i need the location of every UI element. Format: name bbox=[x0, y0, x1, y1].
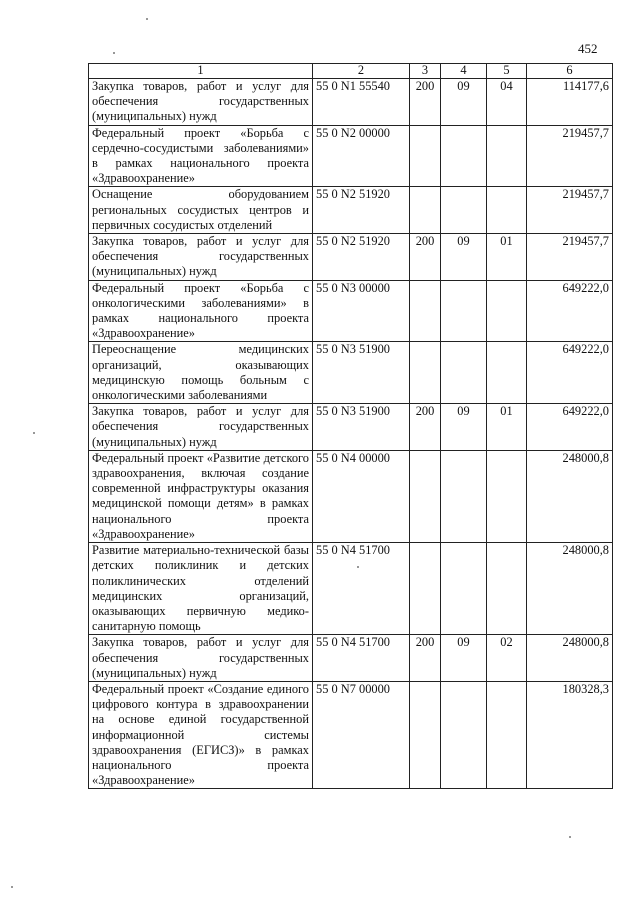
row-sum-cell: 219457,7 bbox=[527, 125, 613, 187]
row-vr-cell: 04 bbox=[487, 79, 527, 126]
row-pr-cell bbox=[441, 543, 487, 635]
row-vr-cell bbox=[487, 125, 527, 187]
row-name-cell: Оснащение оборудованием региональных сосудистых центров и первичных сосудистых отделений bbox=[89, 187, 313, 234]
row-name-cell: Закупка товаров, работ и услуг для обеспечения государственных (муниципальных) нужд bbox=[89, 234, 313, 281]
row-code-cell: 55 0 N4 51700 bbox=[313, 543, 410, 635]
row-sum-cell: 180328,3 bbox=[527, 681, 613, 788]
row-sum-cell: 649222,0 bbox=[527, 404, 613, 451]
budget-table bbox=[88, 63, 613, 789]
table-row bbox=[89, 543, 613, 635]
row-pr-cell: 09 bbox=[441, 404, 487, 451]
row-vr-cell: 02 bbox=[487, 635, 527, 682]
header-col-2: 2 bbox=[313, 64, 410, 79]
row-code-cell: 55 0 N4 00000 bbox=[313, 450, 410, 542]
row-rz-cell bbox=[410, 125, 441, 187]
row-sum-cell: 219457,7 bbox=[527, 234, 613, 281]
row-vr-cell bbox=[487, 681, 527, 788]
row-pr-cell: 09 bbox=[441, 635, 487, 682]
scan-speck bbox=[146, 18, 148, 20]
row-rz-cell bbox=[410, 187, 441, 234]
table-row bbox=[89, 342, 613, 404]
table-row bbox=[89, 280, 613, 342]
header-col-1: 1 bbox=[89, 64, 313, 79]
row-sum-cell: 248000,8 bbox=[527, 450, 613, 542]
table-row bbox=[89, 79, 613, 126]
row-code-cell: 55 0 N1 55540 bbox=[313, 79, 410, 126]
page-number: 452 bbox=[578, 41, 598, 56]
row-vr-cell bbox=[487, 187, 527, 234]
table-body bbox=[89, 79, 613, 789]
row-code-cell: 55 0 N3 51900 bbox=[313, 404, 410, 451]
header-row bbox=[89, 64, 613, 79]
row-rz-cell bbox=[410, 280, 441, 342]
table-header bbox=[89, 64, 613, 79]
table-row bbox=[89, 450, 613, 542]
scan-speck bbox=[569, 836, 571, 838]
table-row bbox=[89, 125, 613, 187]
row-code-cell: 55 0 N7 00000 bbox=[313, 681, 410, 788]
row-code-cell: 55 0 N2 51920 bbox=[313, 234, 410, 281]
row-code-cell: 55 0 N2 51920 bbox=[313, 187, 410, 234]
row-name-cell: Развитие материально-технической базы детских поликлиник и детских поликлинических отделений медицинских организаций, оказывающих первичную медико-санитарную помощь bbox=[89, 543, 313, 635]
header-col-4: 4 bbox=[441, 64, 487, 79]
scan-speck bbox=[11, 886, 13, 888]
row-sum-cell: 248000,8 bbox=[527, 543, 613, 635]
row-name-cell: Федеральный проект «Развитие детского здравоохранения, включая создание современной инфраструктуры оказания медицинской помощи детям» в рамках национального проекта «Здравоохранение» bbox=[89, 450, 313, 542]
row-vr-cell bbox=[487, 342, 527, 404]
row-vr-cell: 01 bbox=[487, 404, 527, 451]
row-rz-cell bbox=[410, 543, 441, 635]
row-pr-cell: 09 bbox=[441, 79, 487, 126]
row-sum-cell: 649222,0 bbox=[527, 280, 613, 342]
row-code-cell: 55 0 N2 00000 bbox=[313, 125, 410, 187]
row-pr-cell: 09 bbox=[441, 234, 487, 281]
table-row bbox=[89, 404, 613, 451]
row-pr-cell bbox=[441, 187, 487, 234]
row-pr-cell bbox=[441, 681, 487, 788]
header-col-5: 5 bbox=[487, 64, 527, 79]
row-pr-cell bbox=[441, 450, 487, 542]
row-vr-cell bbox=[487, 450, 527, 542]
row-code-cell: 55 0 N3 00000 bbox=[313, 280, 410, 342]
row-pr-cell bbox=[441, 280, 487, 342]
scan-speck bbox=[33, 432, 35, 434]
row-code-cell: 55 0 N4 51700 bbox=[313, 635, 410, 682]
row-name-cell: Переоснащение медицинских организаций, оказывающих медицинскую помощь больным с онкологическими заболеваниями bbox=[89, 342, 313, 404]
row-rz-cell bbox=[410, 342, 441, 404]
scan-speck bbox=[113, 52, 115, 54]
row-code-cell: 55 0 N3 51900 bbox=[313, 342, 410, 404]
table-row bbox=[89, 635, 613, 682]
row-name-cell: Закупка товаров, работ и услуг для обеспечения государственных (муниципальных) нужд bbox=[89, 635, 313, 682]
row-name-cell: Федеральный проект «Борьба с онкологическими заболеваниями» в рамках национального проекта «Здравоохранение» bbox=[89, 280, 313, 342]
row-vr-cell bbox=[487, 543, 527, 635]
row-name-cell: Федеральный проект «Создание единого цифрового контура в здравоохранении на основе единой государственной информационной системы здравоохранения (ЕГИСЗ)» в рамках национального проекта «Здравоохранение» bbox=[89, 681, 313, 788]
row-sum-cell: 649222,0 bbox=[527, 342, 613, 404]
table-row bbox=[89, 187, 613, 234]
row-pr-cell bbox=[441, 125, 487, 187]
row-sum-cell: 114177,6 bbox=[527, 79, 613, 126]
row-rz-cell bbox=[410, 450, 441, 542]
table-row bbox=[89, 681, 613, 788]
scan-speck bbox=[357, 566, 359, 568]
row-vr-cell: 01 bbox=[487, 234, 527, 281]
row-rz-cell: 200 bbox=[410, 404, 441, 451]
row-name-cell: Закупка товаров, работ и услуг для обеспечения государственных (муниципальных) нужд bbox=[89, 404, 313, 451]
header-col-3: 3 bbox=[410, 64, 441, 79]
row-rz-cell: 200 bbox=[410, 234, 441, 281]
row-rz-cell bbox=[410, 681, 441, 788]
row-sum-cell: 219457,7 bbox=[527, 187, 613, 234]
row-pr-cell bbox=[441, 342, 487, 404]
table-row bbox=[89, 234, 613, 281]
row-name-cell: Федеральный проект «Борьба с сердечно-сосудистыми заболеваниями» в рамках национального проекта «Здравоохранение» bbox=[89, 125, 313, 187]
row-rz-cell: 200 bbox=[410, 635, 441, 682]
row-name-cell: Закупка товаров, работ и услуг для обеспечения государственных (муниципальных) нужд bbox=[89, 79, 313, 126]
header-col-6: 6 bbox=[527, 64, 613, 79]
row-vr-cell bbox=[487, 280, 527, 342]
row-rz-cell: 200 bbox=[410, 79, 441, 126]
row-sum-cell: 248000,8 bbox=[527, 635, 613, 682]
